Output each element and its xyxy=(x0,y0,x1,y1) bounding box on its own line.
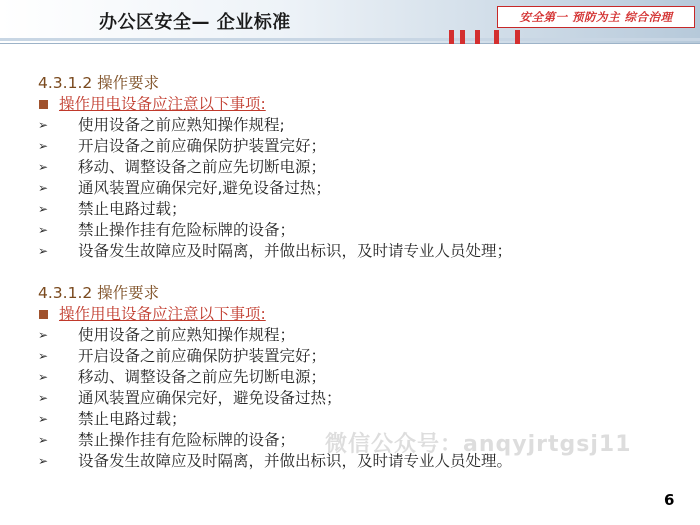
decor-bar xyxy=(449,30,454,44)
list-item-text: 移动、调整设备之前应先切断电源； xyxy=(78,158,327,176)
subheading-text: 操作用电设备应注意以下事项: xyxy=(59,305,266,323)
arrow-bullet-icon: ➢ xyxy=(38,433,49,447)
section-subheading xyxy=(38,304,678,325)
decor-bar xyxy=(475,30,480,44)
arrow-bullet-icon: ➢ xyxy=(38,223,49,237)
section-heading: 4.3.1.2 操作要求 xyxy=(38,74,160,92)
title-divider xyxy=(0,38,700,41)
section-subheading xyxy=(38,94,678,115)
arrow-bullet-icon: ➢ xyxy=(38,160,49,174)
list-item-text: 禁止操作挂有危险标牌的设备； xyxy=(78,221,296,239)
list-item xyxy=(38,220,678,241)
list-item-text: 禁止操作挂有危险标牌的设备； xyxy=(78,431,296,449)
list-item-text: 设备发生故障应及时隔离，并做出标识，及时请专业人员处理。 xyxy=(78,452,513,470)
decor-bar xyxy=(494,30,499,44)
list-item-text: 设备发生故障应及时隔离，并做出标识，及时请专业人员处理； xyxy=(78,242,513,260)
list-item xyxy=(38,241,678,262)
title-divider-thin xyxy=(0,43,700,44)
subheading-text: 操作用电设备应注意以下事项: xyxy=(59,95,266,113)
arrow-bullet-icon: ➢ xyxy=(38,370,49,384)
list-item xyxy=(38,157,678,178)
arrow-bullet-icon: ➢ xyxy=(38,202,49,216)
list-item-text: 禁止电路过载； xyxy=(78,200,187,218)
list-item-text: 使用设备之前应熟知操作规程； xyxy=(78,326,296,344)
list-item-text: 禁止电路过载； xyxy=(78,410,187,428)
title-bar xyxy=(0,0,700,44)
list-item xyxy=(38,325,678,346)
page-number: 6 xyxy=(664,491,675,509)
list-item-text: 移动、调整设备之前应先切断电源； xyxy=(78,368,327,386)
list-item xyxy=(38,178,678,199)
section-heading: 4.3.1.2 操作要求 xyxy=(38,284,160,302)
list-item xyxy=(38,199,678,220)
section-spacer xyxy=(38,262,678,283)
list-item xyxy=(38,388,678,409)
arrow-bullet-icon: ➢ xyxy=(38,454,49,468)
watermark: 微信公众号：anqyjrtgsj11 xyxy=(325,432,632,457)
list-item xyxy=(38,367,678,388)
arrow-bullet-icon: ➢ xyxy=(38,181,49,195)
arrow-bullet-icon: ➢ xyxy=(38,412,49,426)
square-bullet-icon xyxy=(39,100,48,109)
arrow-bullet-icon: ➢ xyxy=(38,139,49,153)
arrow-bullet-icon: ➢ xyxy=(38,244,49,258)
list-item-text: 开启设备之前应确保防护装置完好； xyxy=(78,347,327,365)
list-item xyxy=(38,115,678,136)
list-item xyxy=(38,136,678,157)
list-item-text: 开启设备之前应确保防护装置完好； xyxy=(78,137,327,155)
content-area xyxy=(38,73,678,472)
arrow-bullet-icon: ➢ xyxy=(38,328,49,342)
list-item-text: 通风装置应确保完好，避免设备过热； xyxy=(78,389,342,407)
square-bullet-icon xyxy=(39,310,48,319)
page-title: 办公区安全— 企业标准 xyxy=(99,12,291,33)
decor-bar xyxy=(460,30,465,44)
list-item-text: 通风装置应确保完好,避免设备过热； xyxy=(78,179,331,197)
decor-bar xyxy=(515,30,520,44)
list-item xyxy=(38,346,678,367)
list-item-text: 使用设备之前应熟知操作规程; xyxy=(78,116,285,134)
arrow-bullet-icon: ➢ xyxy=(38,391,49,405)
arrow-bullet-icon: ➢ xyxy=(38,118,49,132)
safety-slogan: 安全第一 预防为主 综合治理 xyxy=(497,6,695,28)
arrow-bullet-icon: ➢ xyxy=(38,349,49,363)
